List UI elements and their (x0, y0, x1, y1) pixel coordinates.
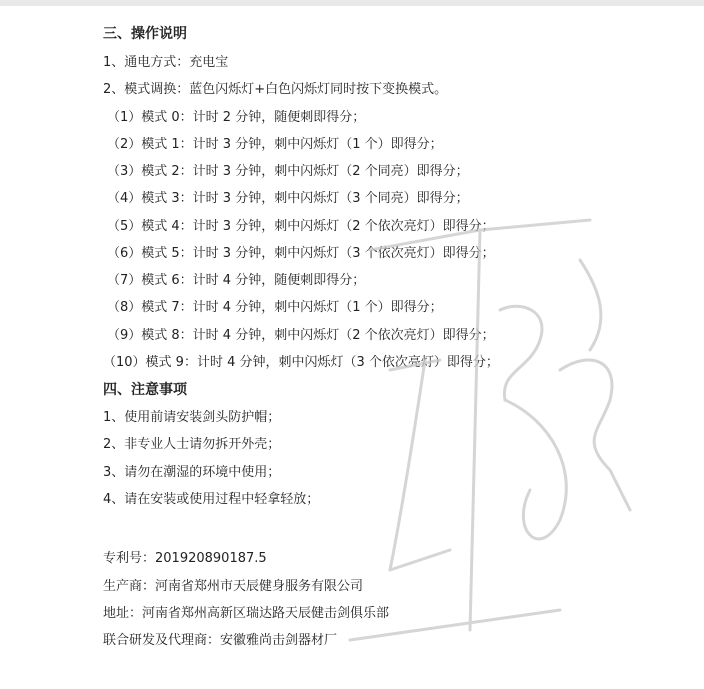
mode-item: （7）模式 6：计时 4 分钟，随便刺即得分； (107, 273, 366, 288)
mode-item: （9）模式 8：计时 4 分钟，刺中闪烁灯（2 个依次亮灯）即得分； (107, 328, 495, 343)
caution-item: 4、请在安装或使用过程中轻拿轻放； (103, 492, 320, 507)
patent-number: 专利号：201920890187.5 (103, 551, 267, 566)
power-method: 1、通电方式：充电宝 (103, 55, 229, 70)
address: 地址：河南省郑州高新区瑞达路天辰健击剑俱乐部 (103, 606, 390, 621)
agent: 联合研发及代理商：安徽雅尚击剑器材厂 (103, 633, 338, 648)
mode-item: （6）模式 5：计时 3 分钟，刺中闪烁灯（3 个依次亮灯）即得分； (107, 246, 495, 261)
section-4-heading: 四、注意事项 (103, 382, 187, 398)
mode-item: （8）模式 7：计时 4 分钟，刺中闪烁灯（1 个）即得分； (107, 300, 443, 315)
section-3-heading: 三、操作说明 (103, 26, 187, 42)
caution-item: 2、非专业人士请勿拆开外壳； (103, 437, 281, 452)
mode-item: （2）模式 1：计时 3 分钟，刺中闪烁灯（1 个）即得分； (107, 137, 443, 152)
mode-item: （1）模式 0：计时 2 分钟，随便刺即得分； (107, 110, 366, 125)
caution-item: 3、请勿在潮湿的环境中使用； (103, 465, 281, 480)
caution-item: 1、使用前请安装剑头防护帽； (103, 410, 281, 425)
manufacturer: 生产商：河南省郑州市天辰健身服务有限公司 (103, 579, 364, 594)
mode-item: （3）模式 2：计时 3 分钟，刺中闪烁灯（2 个同亮）即得分； (107, 164, 469, 179)
mode-switch-instruction: 2、模式调换：蓝色闪烁灯+白色闪烁灯同时按下变换模式。 (103, 82, 448, 97)
mode-item: （5）模式 4：计时 3 分钟，刺中闪烁灯（2 个依次亮灯）即得分； (107, 219, 495, 234)
mode-item: （10）模式 9：计时 4 分钟，刺中闪烁灯（3 个依次亮灯）即得分； (103, 355, 499, 370)
mode-item: （4）模式 3：计时 3 分钟，刺中闪烁灯（3 个同亮）即得分； (107, 191, 469, 206)
